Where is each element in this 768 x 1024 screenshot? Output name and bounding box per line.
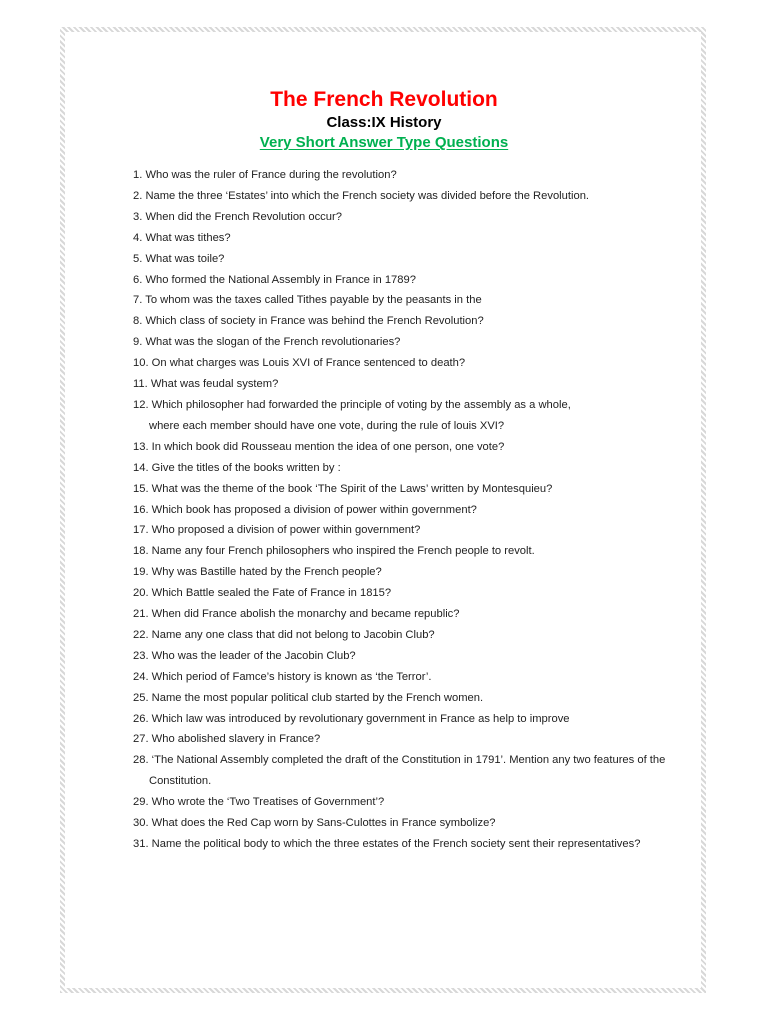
question-item [133,353,713,374]
question-item [133,792,713,813]
question-item [133,311,713,332]
question-text: 31. Name the political body to which the three estates of the French society sent their representatives? [133,838,641,850]
question-item [133,458,713,479]
question-text: 11. What was feudal system? [133,378,279,391]
question-item [133,374,713,395]
question-text: 20. Which Battle sealed the Fate of France in 1815? [133,587,392,600]
section-heading [0,133,768,152]
question-text: 12. Which philosopher had forwarded the principle of voting by the assembly as a whole, [133,398,571,411]
question-text: 8. Which class of society in France was behind the French Revolution? [133,315,484,328]
question-continuation: where each member should have one vote, during the rule of louis XVI? [149,419,505,432]
question-text: 22. Name any one class that did not belong to Jacobin Club? [133,628,435,641]
question-item [133,688,713,709]
question-text: 15. What was the theme of the book ‘The Spirit of the Laws’ written by Montesquieu? [133,482,553,495]
question-text: 27. Who abolished slavery in France? [133,733,321,746]
question-item [133,625,713,646]
question-item [133,186,713,207]
question-text: 18. Name any four French philosophers who inspired the French people to revolt. [133,545,535,558]
question-text: 7. To whom was the taxes called Tithes payable by the peasants in the [133,294,482,307]
question-text: 1. Who was the ruler of France during the revolution? [133,169,397,181]
question-text: 13. In which book did Rousseau mention the idea of one person, one vote? [133,440,505,453]
question-text: 21. When did France abolish the monarchy and became republic? [133,608,460,621]
question-text: 28. ‘The National Assembly completed the draft of the Constitution in 1791’. Mention any two features of the [133,754,666,767]
question-text: 26. Which law was introduced by revolutionary government in France as help to improve [133,712,570,725]
question-text: 23. Who was the leader of the Jacobin Club? [133,649,356,662]
question-item [133,813,713,834]
question-text: 6. Who formed the National Assembly in France in 1789? [133,273,416,286]
question-item [133,834,713,855]
question-item [133,709,713,730]
question-item [133,290,713,311]
page-title: The French Revolution [270,88,498,111]
question-text: 24. Which period of Famce’s history is known as ‘the Terror’. [133,670,432,683]
question-item [133,165,713,186]
question-item [133,500,713,521]
question-text: 4. What was tithes? [133,231,231,244]
question-continuation: Constitution. [149,775,212,788]
question-item [133,541,713,562]
question-text: 25. Name the most popular political club started by the French women. [133,691,484,704]
question-text: 2. Name the three ‘Estates’ into which the French society was divided before the Revolution. [133,189,590,202]
question-item [133,395,713,437]
question-text: 19. Why was Bastille hated by the French people? [133,566,382,579]
question-item [133,249,713,270]
question-item [133,667,713,688]
page-subtitle: Class:IX History [326,114,442,131]
question-list [133,165,713,855]
question-text: 5. What was toile? [133,252,225,265]
question-text: 30. What does the Red Cap worn by Sans-Culottes in France symbolize? [133,817,496,830]
question-item [133,207,713,228]
question-item [133,583,713,604]
question-item [133,750,713,792]
question-item [133,562,713,583]
question-item [133,520,713,541]
question-item [133,332,713,353]
question-item [133,437,713,458]
question-item [133,270,713,291]
question-text: 9. What was the slogan of the French revolutionaries? [133,336,401,349]
question-text: 10. On what charges was Louis XVI of France sentenced to death? [133,357,466,370]
question-item [133,604,713,625]
question-text: 17. Who proposed a division of power within government? [133,524,421,537]
question-item [133,729,713,750]
question-text: 16. Which book has proposed a division of power within government? [133,503,477,516]
question-text: 14. Give the titles of the books written by : [133,461,341,474]
question-text: 3. When did the French Revolution occur? [133,210,342,223]
section-heading-text: Very Short Answer Type Questions [259,134,509,151]
question-item [133,228,713,249]
question-item [133,646,713,667]
question-text: 29. Who wrote the ‘Two Treatises of Government’? [133,796,385,809]
question-item [133,479,713,500]
